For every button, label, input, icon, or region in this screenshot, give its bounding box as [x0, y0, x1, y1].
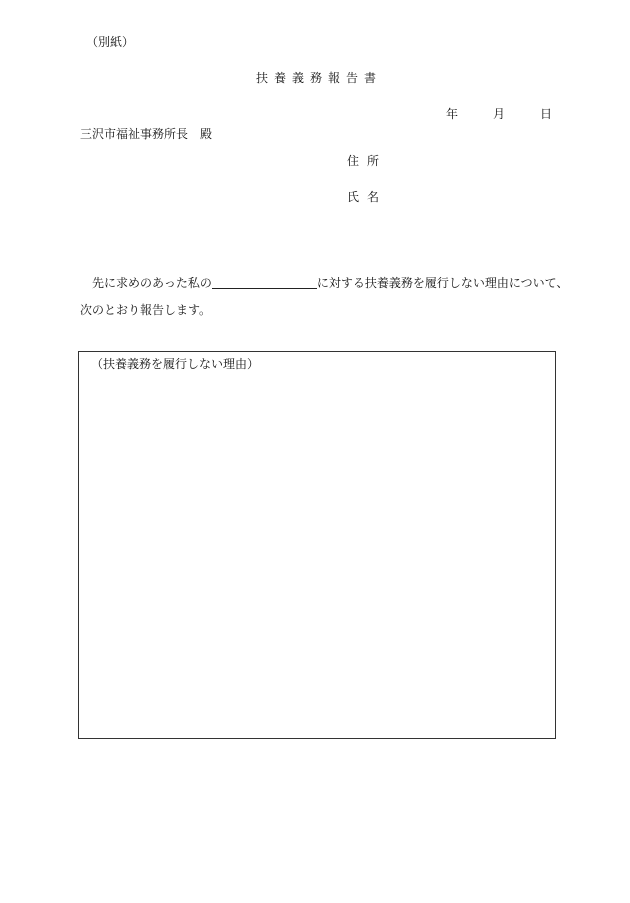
statement-after-blank: に対する扶養義務を履行しない理由について、 — [316, 276, 569, 290]
date-day-label: 日 — [540, 107, 553, 121]
date-month-label: 月 — [493, 107, 506, 121]
reason-box-heading: （扶養義務を履行しない理由） — [91, 357, 260, 371]
statement-line-1 — [92, 276, 568, 289]
attachment-label: （別紙） — [86, 35, 135, 49]
statement-line-2: 次のとおり報告します。 — [80, 303, 212, 317]
relation-blank[interactable] — [212, 276, 317, 289]
date-row — [446, 108, 556, 122]
address-field-label: 住所 — [347, 154, 388, 168]
document-title: 扶養義務報告書 — [256, 71, 383, 85]
reason-box[interactable] — [78, 351, 556, 739]
date-year-label: 年 — [446, 107, 459, 121]
statement-before-blank: 先に求めのあった私の — [92, 276, 212, 290]
name-field-label: 氏名 — [347, 190, 388, 204]
addressee: 三沢市福祉事務所長 殿 — [80, 127, 213, 141]
